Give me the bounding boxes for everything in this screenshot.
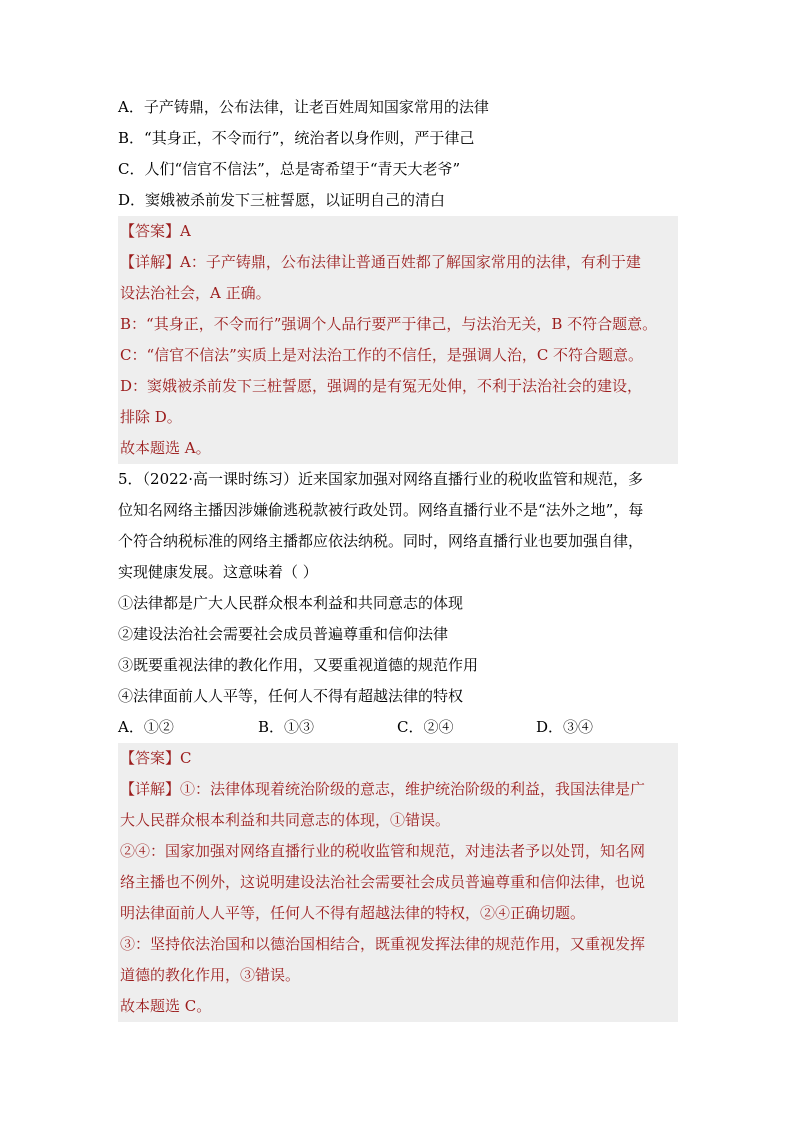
q4-explain-line: 排除 D。: [120, 408, 182, 426]
q5-choice-d: D．③④: [536, 718, 594, 736]
q4-option-d: D．窦娥被杀前发下三桩誓愿，以证明自己的清白: [118, 191, 446, 209]
q5-answer-value: C: [180, 749, 192, 767]
q4-answer-value: A: [180, 222, 191, 240]
q5-stem-line: 5．（2022·高一课时练习）近来国家加强对网络直播行业的税收监管和规范，多: [118, 470, 643, 488]
q4-explain-label: 【详解】: [120, 253, 181, 271]
q5-choice-b: B．①③: [258, 718, 315, 736]
q5-stem-line: 个符合纳税标准的网络主播都应依法纳税。同时，网络直播行业也要加强自律，: [118, 532, 644, 550]
q4-explain-line: B：“其身正，不令而行”强调个人品行要严于律己，与法治无关，B 不符合题意。: [120, 315, 658, 333]
q4-option-c: C．人们“信官不信法”，总是寄希望于“青天大老爷”: [118, 160, 461, 178]
q4-answer-block: [118, 216, 678, 464]
q5-stem-line: 实现健康发展。这意味着（ ）: [118, 563, 318, 581]
q4-explain-line: [118, 247, 678, 278]
q5-answer-label: 【答案】: [120, 749, 181, 767]
q4-explain-line: 故本题选 A。: [120, 439, 211, 457]
q5-explain-line: 故本题选 C。: [120, 997, 212, 1015]
q4-explain-line: D：窦娥被杀前发下三桩誓愿，强调的是有冤无处伸，不利于法治社会的建设，: [120, 377, 643, 395]
q5-answer: [118, 743, 678, 774]
q4-answer: [118, 216, 678, 247]
q5-answer-block: [118, 743, 678, 1022]
q5-explain-line: 大人民群众根本利益和共同意志的体现，①错误。: [120, 811, 451, 829]
q5-statement-3: ③既要重视法律的教化作用，又要重视道德的规范作用: [118, 656, 479, 674]
q5-statement-2: ②建设法治社会需要社会成员普遍尊重和信仰法律: [118, 625, 449, 643]
q5-stem-line: 位知名网络主播因涉嫌偷逃税款被行政处罚。网络直播行业不是“法外之地”，每: [118, 501, 644, 519]
q5-explain-line: 明法律面前人人平等，任何人不得有超越法律的特权，②④正确切题。: [120, 904, 586, 922]
q4-answer-label: 【答案】: [120, 222, 181, 240]
q5-explain-text: ①：法律体现着统治阶级的意志，维护统治阶级的利益，我国法律是广: [180, 780, 646, 798]
q4-option-b: B．“其身正，不令而行”，统治者以身作则，严于律己: [118, 129, 475, 147]
q5-explain-line: [118, 774, 678, 805]
q5-choices: [118, 712, 678, 743]
q5-explain-line: ③：坚持依法治国和以德治国相结合，既重视发挥法律的规范作用，又重视发挥: [120, 935, 646, 953]
q4-option-a: A．子产铸鼎，公布法律，让老百姓周知国家常用的法律: [118, 98, 489, 116]
document-content: [118, 92, 678, 1022]
q5-choice-a: A．①②: [118, 718, 174, 736]
q5-statement-4: ④法律面前人人平等，任何人不得有超越法律的特权: [118, 687, 464, 705]
q5-explain-line: 络主播也不例外，这说明建设法治社会需要社会成员普遍尊重和信仰法律，也说: [120, 873, 646, 891]
q4-explain-line: C：“信官不信法”实质上是对法治工作的不信任，是强调人治，C 不符合题意。: [120, 346, 644, 364]
q4-explain-text: A：子产铸鼎，公布法律让普通百姓都了解国家常用的法律，有利于建: [180, 253, 641, 271]
q5-explain-line: ②④：国家加强对网络直播行业的税收监管和规范，对违法者予以处罚，知名网: [120, 842, 646, 860]
q5-explain-label: 【详解】: [120, 780, 181, 798]
q4-explain-line: 设法治社会，A 正确。: [120, 284, 271, 302]
q5-choice-c: C．②④: [397, 718, 454, 736]
q5-statement-1: ①法律都是广大人民群众根本利益和共同意志的体现: [118, 594, 464, 612]
q5-explain-line: 道德的教化作用，③错误。: [120, 966, 301, 984]
